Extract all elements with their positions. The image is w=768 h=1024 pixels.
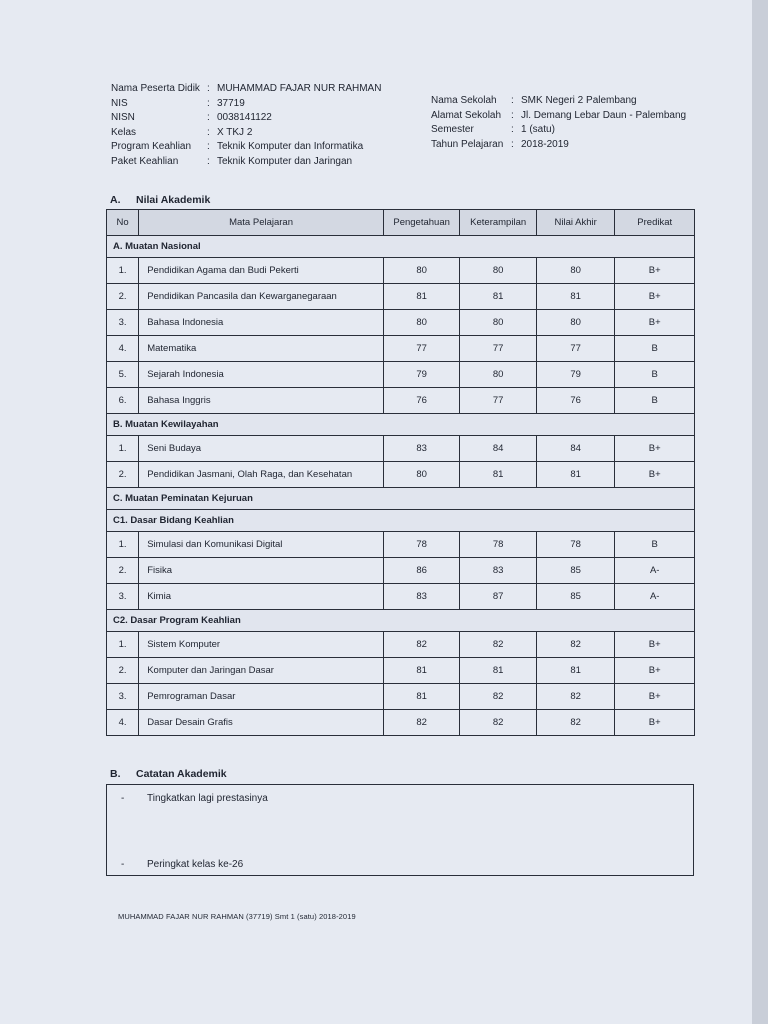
page-footer: MUHAMMAD FAJAR NUR RAHMAN (37719) Smt 1 (satu) 2018-2019 [118,912,356,921]
row-subject: Dasar Desain Grafis [139,710,384,736]
row-nilai-akhir: 78 [536,532,615,558]
table-row [107,462,695,488]
row-subject: Bahasa Indonesia [139,310,384,336]
row-keterampilan: 77 [460,388,537,414]
row-subject: Pendidikan Jasmani, Olah Raga, dan Kesehatan [139,462,384,488]
group-label: C. Muatan Peminatan Kejuruan [107,488,695,510]
row-no: 3. [107,684,139,710]
row-pengetahuan: 78 [383,532,460,558]
row-no: 5. [107,362,139,388]
row-predikat: B+ [615,258,695,284]
section-nilai-akademik: A. Nilai Akademik [110,194,211,206]
row-no: 2. [107,558,139,584]
program-row: Program Keahlian : Teknik Komputer dan Informatika [111,140,381,155]
section-title-text: Catatan Akademik [136,768,227,780]
table-row [107,436,695,462]
row-predikat: B+ [615,684,695,710]
table-row [107,632,695,658]
semester-value: 1 (satu) [521,124,555,135]
row-subject: Simulasi dan Komunikasi Digital [139,532,384,558]
row-nilai-akhir: 80 [536,310,615,336]
table-header-row [107,210,695,236]
row-subject: Pendidikan Pancasila dan Kewarganegaraan [139,284,384,310]
grades-table [106,209,695,736]
table-row [107,658,695,684]
row-pengetahuan: 79 [383,362,460,388]
table-group-header [107,236,695,258]
tahun-value: 2018-2019 [521,138,569,150]
row-keterampilan: 82 [460,710,537,736]
school-address-value: Jl. Demang Lebar Daun - Palembang [521,109,687,121]
row-pengetahuan: 82 [383,710,460,736]
row-nilai-akhir: 85 [536,584,615,610]
row-pengetahuan: 76 [383,388,460,414]
row-nilai-akhir: 81 [536,284,615,310]
row-pengetahuan: 80 [383,258,460,284]
row-keterampilan: 87 [460,584,537,610]
header-keterampilan: Keterampilan [460,210,537,236]
group-label: C1. Dasar Bidang Keahlian [107,510,695,532]
paket-label: Paket Keahlian [111,155,179,167]
section-catatan-akademik: B. Catatan Akademik [110,768,227,780]
row-predikat: B [615,362,695,388]
section-title-text: Nilai Akademik [136,194,211,206]
school-name-value: SMK Negeri 2 Palembang [521,95,637,106]
group-label: A. Muatan Nasional [107,236,695,258]
row-pengetahuan: 80 [383,462,460,488]
row-pengetahuan: 81 [383,684,460,710]
program-label: Program Keahlian [111,141,192,152]
row-keterampilan: 84 [460,436,537,462]
row-nilai-akhir: 81 [536,462,615,488]
table-row [107,336,695,362]
row-predikat: B+ [615,310,695,336]
kelas-row: Kelas : X TKJ 2 [111,126,381,141]
school-address-row: Alamat Sekolah : Jl. Demang Lebar Daun - Palembang [431,109,686,124]
row-no: 4. [107,336,139,362]
nisn-value: 0038141122 [217,112,272,123]
row-predikat: B [615,388,695,414]
table-group-header [107,610,695,632]
table-group-header [107,414,695,436]
row-predikat: B [615,532,695,558]
row-nilai-akhir: 82 [536,710,615,736]
row-subject: Sejarah Indonesia [139,362,384,388]
row-keterampilan: 81 [460,462,537,488]
row-predikat: B+ [615,462,695,488]
row-subject: Fisika [139,558,384,584]
row-nilai-akhir: 77 [536,336,615,362]
semester-row: Semester : 1 (satu) [431,123,686,138]
row-keterampilan: 82 [460,684,537,710]
row-predikat: A- [615,558,695,584]
row-subject: Komputer dan Jaringan Dasar [139,658,384,684]
row-subject: Seni Budaya [139,436,384,462]
row-predikat: B+ [615,710,695,736]
row-no: 2. [107,462,139,488]
group-label: C2. Dasar Program Keahlian [107,610,695,632]
row-keterampilan: 81 [460,658,537,684]
page-edge [752,0,768,1024]
table-row [107,362,695,388]
row-subject: Pendidikan Agama dan Budi Pekerti [139,258,384,284]
table-row [107,310,695,336]
row-pengetahuan: 83 [383,584,460,610]
row-pengetahuan: 80 [383,310,460,336]
nisn-row: NISN : 0038141122 [111,111,381,126]
header-nilai-akhir: Nilai Akhir [536,210,615,236]
row-pengetahuan: 81 [383,284,460,310]
row-pengetahuan: 86 [383,558,460,584]
row-no: 2. [107,284,139,310]
row-keterampilan: 77 [460,336,537,362]
row-pengetahuan: 82 [383,632,460,658]
table-row [107,558,695,584]
table-row [107,284,695,310]
table-group-header [107,488,695,510]
row-keterampilan: 81 [460,284,537,310]
row-no: 1. [107,532,139,558]
nis-value: 37719 [217,97,245,109]
table-row [107,258,695,284]
note-item: - Peringkat kelas ke-26 [121,859,244,870]
student-name-value: MUHAMMAD FAJAR NUR RAHMAN [217,83,382,94]
row-keterampilan: 78 [460,532,537,558]
notes-box [106,784,694,876]
nis-label: NIS [111,97,128,109]
row-subject: Pemrograman Dasar [139,684,384,710]
row-predikat: B+ [615,632,695,658]
row-nilai-akhir: 82 [536,684,615,710]
header-predikat: Predikat [615,210,695,236]
row-subject: Bahasa Inggris [139,388,384,414]
school-info [431,94,686,152]
row-keterampilan: 80 [460,362,537,388]
school-name-row: Nama Sekolah : SMK Negeri 2 Palembang [431,94,686,109]
student-name-label: Nama Peserta Didik [111,83,200,94]
table-row [107,532,695,558]
row-no: 2. [107,658,139,684]
row-pengetahuan: 81 [383,658,460,684]
nisn-label: NISN [111,112,135,123]
row-predikat: A- [615,584,695,610]
row-nilai-akhir: 81 [536,658,615,684]
grades-body [107,236,695,736]
table-row [107,584,695,610]
table-row [107,684,695,710]
row-no: 3. [107,310,139,336]
row-no: 1. [107,436,139,462]
semester-label: Semester [431,124,474,135]
row-keterampilan: 80 [460,310,537,336]
kelas-value: X TKJ 2 [217,126,253,138]
paket-row: Paket Keahlian : Teknik Komputer dan Jaringan [111,155,381,170]
tahun-label: Tahun Pelajaran [431,138,504,150]
tahun-row: Tahun Pelajaran : 2018-2019 [431,138,686,153]
header-mata-pelajaran: Mata Pelajaran [139,210,384,236]
header-no: No [107,210,139,236]
row-keterampilan: 80 [460,258,537,284]
row-no: 6. [107,388,139,414]
row-no: 3. [107,584,139,610]
group-label: B. Muatan Kewilayahan [107,414,695,436]
row-nilai-akhir: 84 [536,436,615,462]
row-nilai-akhir: 80 [536,258,615,284]
row-keterampilan: 82 [460,632,537,658]
row-nilai-akhir: 76 [536,388,615,414]
note-item: - Tingkatkan lagi prestasinya [121,793,268,804]
student-name-row: Nama Peserta Didik : MUHAMMAD FAJAR NUR RAHMAN [111,82,381,97]
school-name-label: Nama Sekolah [431,95,497,106]
row-subject: Sistem Komputer [139,632,384,658]
row-nilai-akhir: 82 [536,632,615,658]
paket-value: Teknik Komputer dan Jaringan [217,155,353,167]
row-subject: Matematika [139,336,384,362]
nis-row: NIS : 37719 [111,97,381,112]
table-row [107,710,695,736]
row-subject: Kimia [139,584,384,610]
program-value: Teknik Komputer dan Informatika [217,141,364,152]
row-no: 4. [107,710,139,736]
row-predikat: B [615,336,695,362]
school-address-label: Alamat Sekolah [431,109,502,121]
row-nilai-akhir: 79 [536,362,615,388]
row-keterampilan: 83 [460,558,537,584]
row-no: 1. [107,258,139,284]
student-info [111,82,381,169]
table-row [107,388,695,414]
row-nilai-akhir: 85 [536,558,615,584]
row-predikat: B+ [615,284,695,310]
row-pengetahuan: 77 [383,336,460,362]
row-no: 1. [107,632,139,658]
table-group-header [107,510,695,532]
header-pengetahuan: Pengetahuan [383,210,460,236]
kelas-label: Kelas [111,126,137,138]
row-predikat: B+ [615,658,695,684]
row-pengetahuan: 83 [383,436,460,462]
row-predikat: B+ [615,436,695,462]
